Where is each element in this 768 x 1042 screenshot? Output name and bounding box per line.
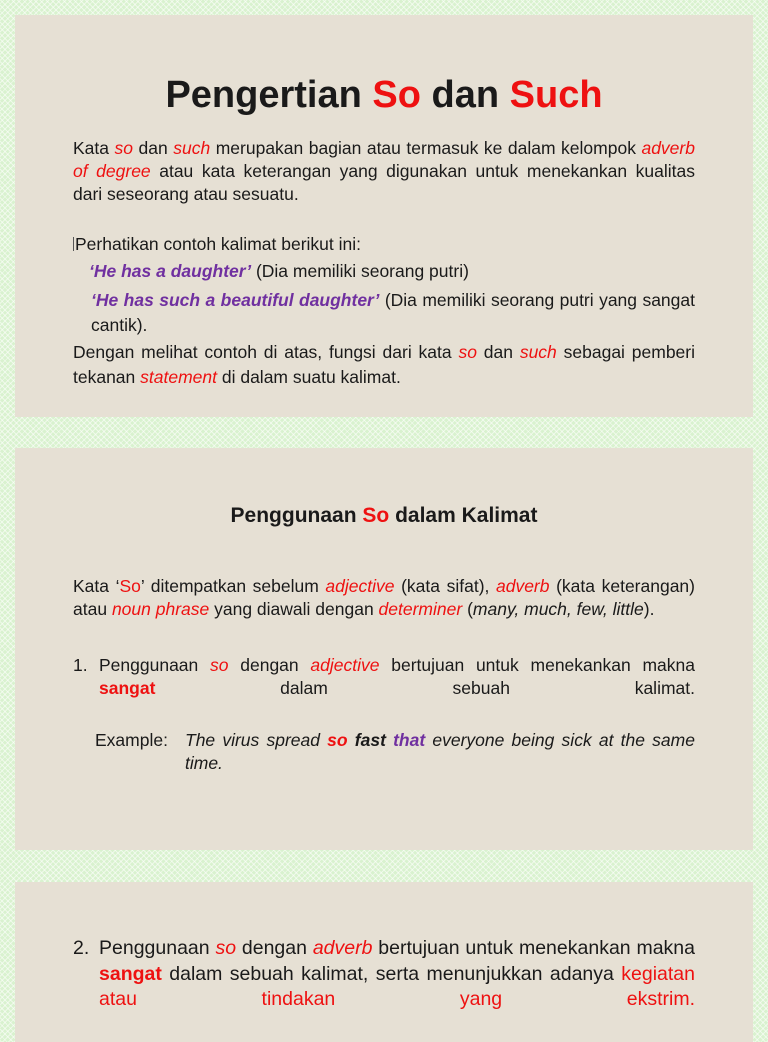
term-so: so: [210, 655, 229, 675]
example-translation: (Dia memiliki seorang putri yang sangat cantik).: [91, 290, 695, 335]
text: Penggunaan: [230, 504, 363, 527]
example-quote: ‘He has such a beautiful daughter’: [91, 290, 380, 310]
term-such: such: [519, 342, 557, 362]
text: yang diawali dengan: [209, 599, 379, 619]
definition-paragraph: [73, 137, 695, 206]
text: ’ ditempatkan sebelum: [140, 576, 326, 596]
text: dan: [476, 342, 520, 362]
slide-usage-so-adverb: [15, 882, 753, 1042]
example-intro: [73, 233, 695, 256]
example-intro-text: Perhatikan contoh kalimat berikut ini:: [75, 234, 361, 254]
text: atau kata keterangan yang digunakan untuk menekankan kualitas dari seseorang atau sesuatu.: [73, 161, 695, 204]
list-number: 1.: [73, 655, 88, 675]
text: bertujuan untuk menekankan makna: [379, 655, 695, 675]
term-so: so: [114, 138, 133, 158]
text: di dalam suatu kalimat.: [217, 367, 401, 387]
example-that: that: [393, 730, 426, 750]
term-noun-phrase: noun phrase: [111, 599, 210, 619]
text: dan: [133, 138, 174, 158]
term-determiner: determiner: [378, 599, 463, 619]
text: The virus spread: [185, 730, 328, 750]
term-adverb-of-degree: adverb of degree: [73, 138, 695, 181]
example-quote: ‘He has a daughter’: [89, 261, 252, 281]
term-adjective: adjective: [310, 655, 380, 675]
example-so: so: [327, 730, 348, 750]
list-item-text: [99, 936, 695, 1013]
text: Kata ‘: [73, 576, 120, 596]
example-sentence-1: [89, 260, 695, 283]
determiner-examples: many, much, few, little: [472, 599, 644, 619]
example-sentence-2: [91, 288, 695, 338]
title-so: So: [372, 74, 421, 116]
example-fast: fast: [354, 730, 386, 750]
list-item-text: [99, 654, 695, 700]
text: (kata sifat),: [394, 576, 496, 596]
example-block: [95, 729, 695, 775]
list-item-1: [73, 654, 695, 700]
text: Dengan melihat contoh di atas, fungsi dari kata: [73, 342, 459, 362]
term-such: such: [173, 138, 211, 158]
list-number: 2.: [73, 937, 90, 959]
text: sebagai pemberi tekanan: [73, 342, 695, 387]
title-text-and: dan: [420, 74, 510, 116]
text: Penggunaan: [99, 655, 211, 675]
term-so: So: [119, 576, 141, 596]
example-text: [185, 729, 695, 775]
term-adverb: adverb: [312, 937, 373, 959]
text: dengan: [236, 937, 313, 959]
term-kegiatan: kegiatan atau tindakan yang ekstrim.: [99, 962, 695, 1010]
text: dalam sebuah kalimat, serta menunjukkan adanya: [161, 962, 622, 985]
slide-subtitle: [73, 448, 695, 529]
subtitle-so: So: [362, 504, 390, 527]
text: (: [462, 599, 473, 619]
text: (kata keterangan) atau: [73, 576, 695, 619]
example-label: Example:: [95, 730, 168, 750]
title-text: Pengertian: [165, 74, 373, 116]
text: Penggunaan: [99, 937, 216, 959]
term-sangat: sangat: [99, 962, 162, 985]
term-so: so: [458, 342, 477, 362]
title-such: Such: [509, 74, 603, 116]
list-item-2: [73, 936, 695, 1013]
usage-paragraph: [73, 575, 695, 621]
slide-usage-so: [15, 448, 753, 850]
text: everyone being sick at the same time.: [185, 730, 695, 773]
text: Kata: [73, 138, 115, 158]
term-sangat: sangat: [99, 678, 156, 698]
example-translation: (Dia memiliki seorang putri): [251, 261, 469, 281]
text: dengan: [228, 655, 311, 675]
term-adjective: adjective: [325, 576, 395, 596]
text-cursor: [73, 237, 74, 251]
text: merupakan bagian atau termasuk ke dalam kelompok: [210, 138, 642, 158]
text: dalam sebuah kalimat.: [155, 678, 695, 698]
conclusion-paragraph: [73, 340, 695, 390]
term-statement: statement: [140, 367, 217, 387]
slide-definition: [15, 15, 753, 417]
term-so: so: [215, 937, 237, 959]
slide-title: [73, 15, 695, 117]
text: ).: [643, 599, 655, 619]
text: bertujuan untuk menekankan makna: [372, 937, 695, 959]
text: dalam Kalimat: [389, 504, 538, 527]
term-adverb: adverb: [495, 576, 550, 596]
